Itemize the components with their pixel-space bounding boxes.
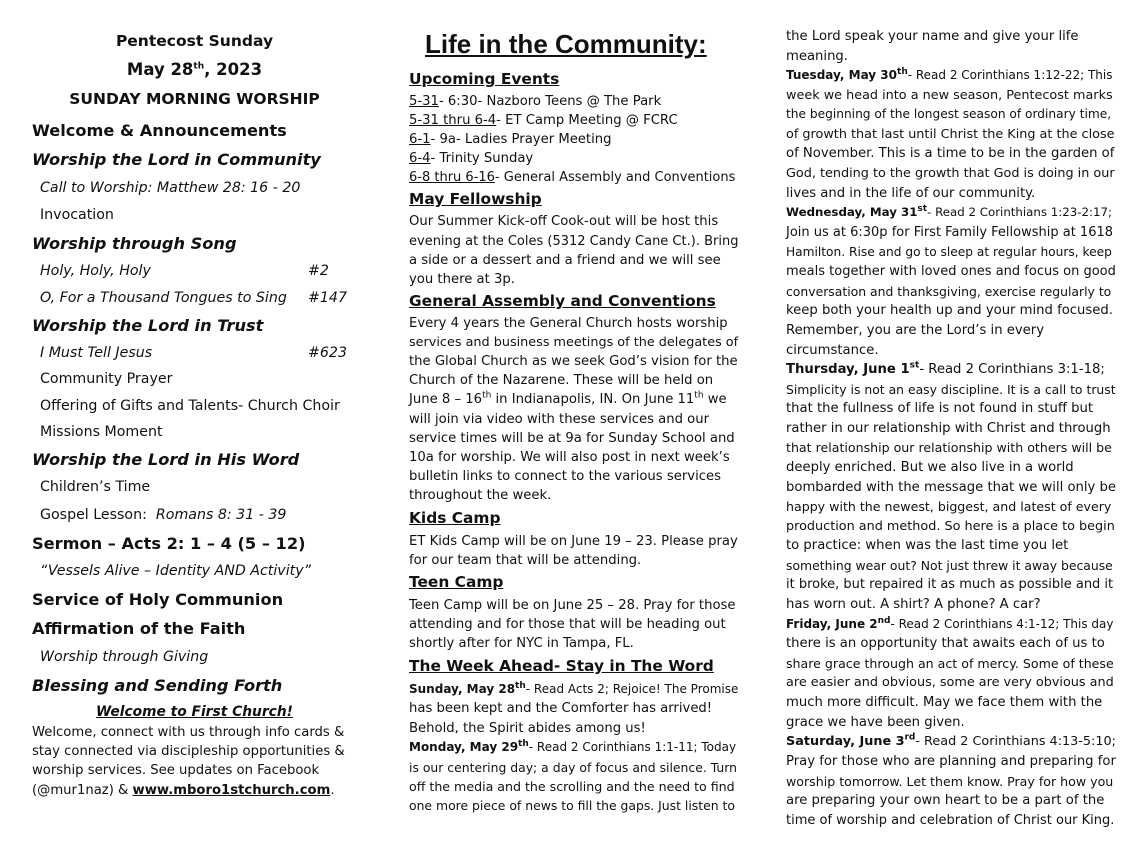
affirmation: Affirmation of the Faith (32, 619, 246, 638)
monday-text: one more piece of news to fill the gaps. Just listen to (409, 798, 735, 813)
hymn-thousand-tongues: O, For a Thousand Tongues to Sing (40, 290, 287, 306)
week-text: Join us at 6:30p for First Family Fellowship at 1618 (786, 225, 1114, 240)
fellowship-text: evening at the Coles (5312 Candy Cane Ct.). Bring (409, 234, 739, 249)
call-to-worship: Call to Worship: Matthew 28: 16 - 20 (40, 180, 301, 196)
gospel-lesson: Gospel Lesson: Romans 8: 31 - 39 (40, 507, 287, 523)
community-title: Life in the Community: (425, 29, 707, 59)
week-text: the beginning of the longest season of ordinary time, (786, 107, 1112, 121)
event-item: 5-31 thru 6-4- ET Camp Meeting @ FCRC (409, 113, 678, 128)
childrens-time: Children’s Time (40, 479, 151, 495)
week-ahead-heading: The Week Ahead- Stay in The Word (409, 657, 714, 675)
week-text: are easier and obvious, some are very obvious and (786, 675, 1114, 690)
kids-camp-text: ET Kids Camp will be on June 19 – 23. Please pray (409, 534, 738, 549)
saturday-reading: Saturday, June 3rd- Read 2 Corinthians 4:13-5:10; (786, 732, 1116, 749)
week-text: Hamilton. Rise and go to sleep at regular hours, keep (786, 245, 1112, 259)
kids-camp-text: for our team that will be attending. (409, 553, 642, 568)
week-text: rather in our relationship with Christ and through (786, 421, 1111, 436)
welcome-text: worship services. See updates on Facebook (32, 763, 320, 778)
week-text: it broke, but repaired it as much as possible and it (786, 577, 1114, 592)
welcome-text: stay connected via discipleship opportunities & (32, 744, 345, 759)
week-text: much more difficult. May we face them with the (786, 695, 1103, 710)
welcome-heading: Welcome to First Church! (96, 704, 293, 720)
event-item: 6-1- 9a- Ladies Prayer Meeting (409, 132, 612, 147)
teen-camp-heading: Teen Camp (409, 573, 504, 591)
monday-reading: Monday, May 29th- Read 2 Corinthians 1:1-11; Today (409, 739, 737, 754)
upcoming-events-heading: Upcoming Events (409, 70, 560, 88)
hymn-must-tell-jesus: I Must Tell Jesus (40, 345, 153, 361)
general-assembly-text: throughout the week. (409, 488, 552, 503)
general-assembly-text: 10a for worship. We will also post in next week’s (409, 450, 730, 465)
general-assembly-text: June 8 – 16th in Indianapolis, IN. On June 11th we (409, 390, 727, 407)
monday-text: off the media and the scrolling and the need to find (409, 779, 735, 794)
event-item: 6-4- Trinity Sunday (409, 151, 534, 166)
week-text: of growth that last until Christ the King at the close (786, 127, 1115, 142)
holy-communion: Service of Holy Communion (32, 590, 284, 609)
week-text: God, tending to the growth that God is doing in our (786, 166, 1115, 181)
monday-text: is our centering day; a day of focus and silence. Turn (409, 760, 737, 775)
general-assembly-text: Church of the Nazarene. These will be held on (409, 373, 714, 388)
week-text: keep both your health up and your mind focused. (786, 303, 1113, 318)
teen-camp-text: shortly after for NYC in Tampa, FL. (409, 636, 634, 651)
song-heading: Worship through Song (32, 234, 237, 253)
invocation: Invocation (40, 207, 114, 223)
sunday-text: has been kept and the Comforter has arrived! (409, 701, 713, 716)
event-item: 6-8 thru 6-16- General Assembly and Conventions (409, 170, 736, 185)
general-assembly-heading: General Assembly and Conventions (409, 292, 716, 310)
kids-camp-heading: Kids Camp (409, 509, 501, 527)
missions-moment: Missions Moment (40, 424, 163, 440)
event-item: 5-31- 6:30- Nazboro Teens @ The Park (409, 94, 662, 109)
week-text: grace we have been given. (786, 715, 965, 730)
community-prayer: Community Prayer (40, 371, 173, 387)
sunday-reading: Sunday, May 28th- Read Acts 2; Rejoice! The Promise (409, 681, 739, 696)
welcome-text: Welcome, connect with us through info cards & (32, 725, 345, 740)
sermon-title: “Vessels Alive – Identity AND Activity” (40, 563, 311, 579)
hymn-holy: Holy, Holy, Holy (40, 263, 151, 279)
week-text: time of worship and celebration of Christ our King. (786, 813, 1115, 828)
hymn-number: #147 (308, 290, 347, 306)
week-text: there is an opportunity that awaits each of us to (786, 636, 1105, 651)
general-assembly-text: services and business meetings of the delegates of (409, 335, 739, 350)
week-text: to practice: when was the last time you let (786, 538, 1069, 553)
week-text: the Lord speak your name and give your life (786, 29, 1079, 44)
fellowship-text: a side or a dessert and a friend and we will see (409, 253, 721, 268)
week-text: meals together with loved ones and focus on good (786, 264, 1116, 279)
wednesday-reading: Wednesday, May 31st- Read 2 Corinthians 1:23-2:17; (786, 204, 1113, 219)
teen-camp-text: Teen Camp will be on June 25 – 28. Pray for those (409, 598, 736, 613)
page-title: Pentecost Sunday (115, 32, 274, 50)
fellowship-text: you there at 3p. (409, 272, 515, 287)
offering: Offering of Gifts and Talents- Church Choir (40, 398, 340, 414)
sermon: Sermon – Acts 2: 1 – 4 (5 – 12) (32, 534, 306, 553)
week-text: something wear out? Not just threw it away because (786, 558, 1113, 573)
giving: Worship through Giving (40, 649, 209, 665)
week-text: circumstance. (786, 343, 879, 358)
general-assembly-text: bulletin links to connect to the various services (409, 469, 721, 484)
week-text: week we head into a new season, Pentecost marks (786, 88, 1113, 103)
week-text: happy with the newest, biggest, and latest of every (786, 499, 1112, 514)
week-text: bombarded with the message that we will only be (786, 480, 1117, 495)
service-date: May 28th, 2023 (126, 60, 263, 79)
tuesday-reading: Tuesday, May 30th- Read 2 Corinthians 1:12-22; This (786, 67, 1113, 82)
hymn-number: #623 (308, 345, 347, 361)
general-assembly-text: the Global Church as we seek God’s vision for the (409, 354, 738, 369)
blessing: Blessing and Sending Forth (32, 676, 283, 695)
church-website-link[interactable]: www.mboro1stchurch.com (132, 783, 331, 798)
week-text: Pray for those who are planning and preparing for (786, 754, 1116, 769)
week-text: meaning. (786, 49, 848, 64)
fellowship-heading: May Fellowship (409, 190, 542, 208)
general-assembly-text: will join via video with these services and our (409, 412, 710, 427)
general-assembly-text: Every 4 years the General Church hosts worship (409, 316, 728, 331)
week-text: has worn out. A shirt? A phone? A car? (786, 597, 1041, 612)
community-heading: Worship the Lord in Community (32, 150, 321, 169)
hymn-number: #2 (308, 263, 329, 279)
week-text: Remember, you are the Lord’s in every (786, 323, 1045, 338)
word-heading: Worship the Lord in His Word (32, 450, 300, 469)
sunday-text: Behold, the Spirit abides among us! (409, 721, 646, 736)
thursday-reading: Thursday, June 1st- Read 2 Corinthians 3:1-18; (786, 360, 1105, 377)
week-text: conversation and thanksgiving, exercise regularly to (786, 284, 1112, 299)
friday-reading: Friday, June 2nd- Read 2 Corinthians 4:1-12; This day (786, 616, 1114, 631)
week-text: worship tomorrow. Let them know. Pray for how you (786, 774, 1114, 789)
week-text: that the fullness of life is not found in stuff but (786, 401, 1094, 416)
week-text: that relationship our relationship with others will be (786, 440, 1112, 455)
week-text: deeply enriched. But we also live in a world (786, 460, 1074, 475)
week-text: of November. This is a time to be in the garden of (786, 146, 1115, 161)
week-text: share grace through an act of mercy. Some of these (786, 656, 1114, 671)
trust-heading: Worship the Lord in Trust (32, 316, 264, 335)
week-text: Simplicity is not an easy discipline. It is a call to trust (786, 382, 1116, 397)
welcome-announcements: Welcome & Announcements (32, 121, 287, 140)
fellowship-text: Our Summer Kick-off Cook-out will be host this (409, 214, 719, 229)
service-heading: SUNDAY MORNING WORSHIP (69, 90, 320, 108)
general-assembly-text: service times will be at 9a for Sunday School and (409, 431, 735, 446)
week-text: production and method. So here is a place to begin (786, 519, 1115, 534)
teen-camp-text: attending and for those that will be heading out (409, 617, 726, 632)
week-text: are preparing your own heart to be a part of the (786, 793, 1105, 808)
welcome-text: (@mur1naz) & www.mboro1stchurch.com. (32, 783, 335, 798)
week-text: lives and in the life of our community. (786, 186, 1036, 201)
